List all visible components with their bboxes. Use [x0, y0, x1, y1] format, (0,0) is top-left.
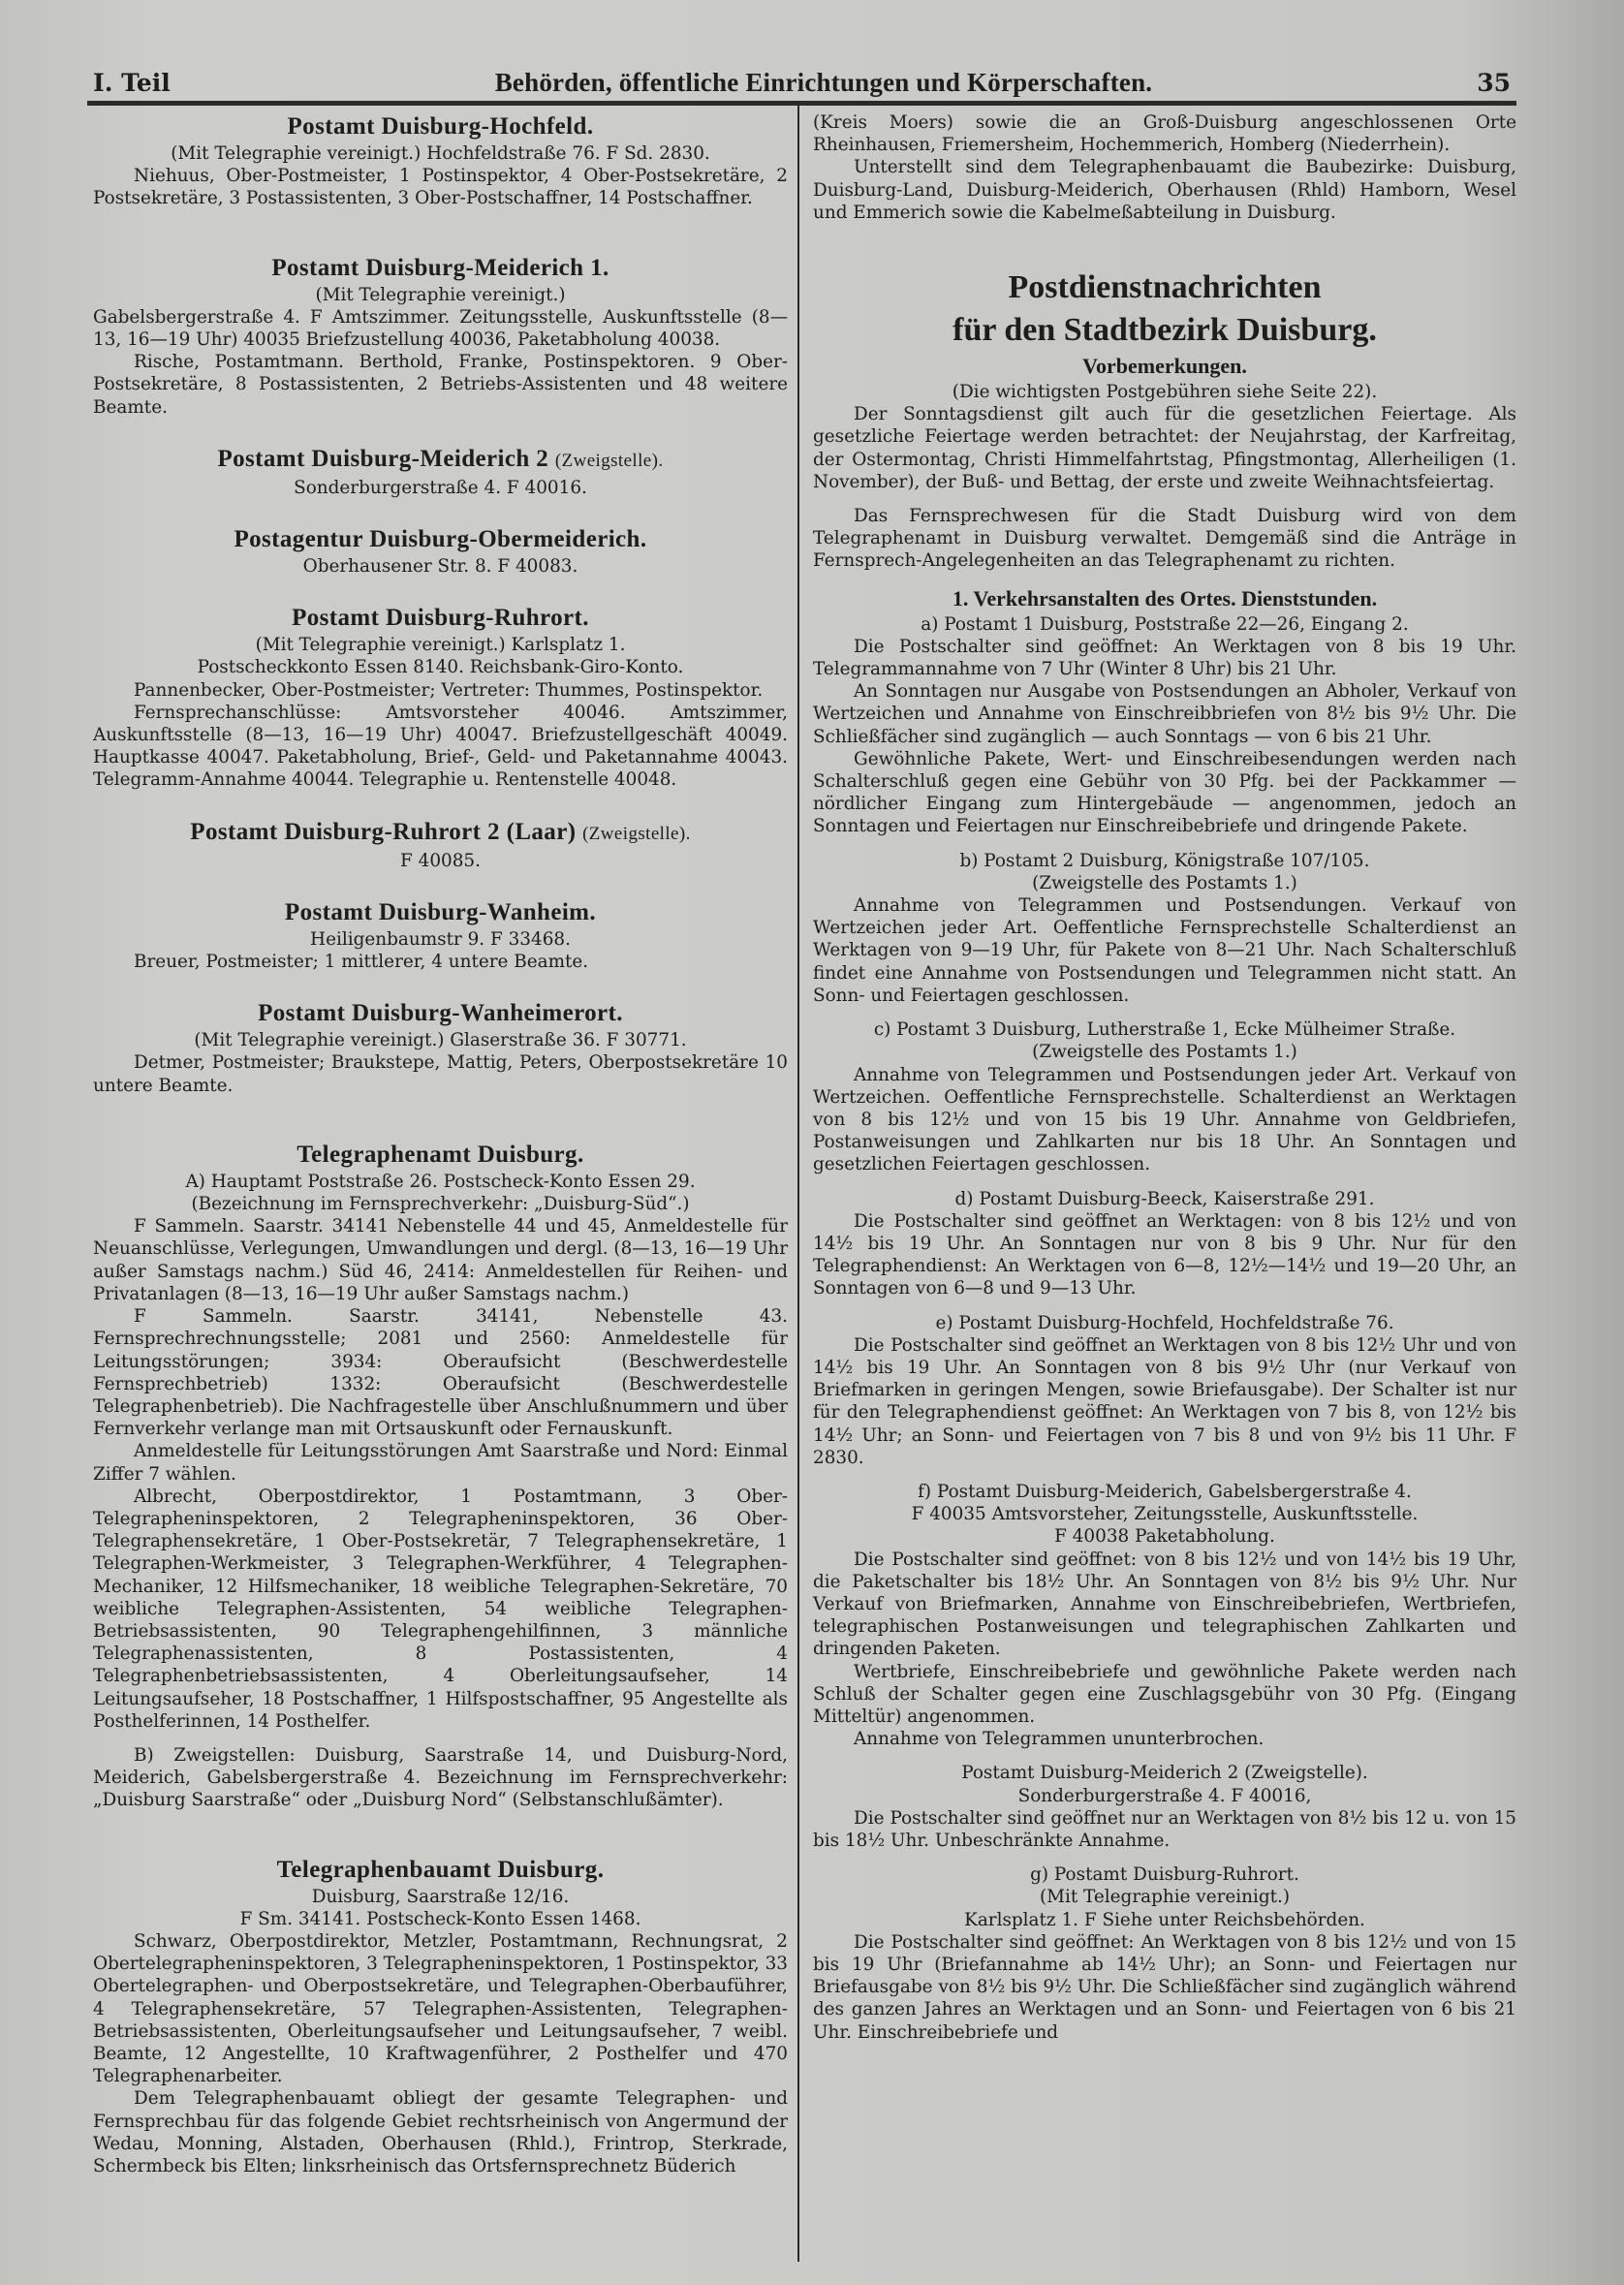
document-page	[87, 68, 1516, 2262]
telegraphenbauamt-address: Duisburg, Saarstraße 12/16.	[311, 1886, 570, 1907]
postamt-a-p2: An Sonntagen nur Ausgabe von Postsendungen an Abholer, Verkauf von Wertzeichen und Annahme von Einschreibbriefen von 8½ bis 9½ Uhr. Die Schließfächer sind zugänglich — auch Sonntags — von 6 bis 21 Uhr.	[813, 681, 1516, 747]
area-continuation: (Kreis Moers) sowie die an Groß-Duisburg angeschlossenen Orte Rheinhausen, Friemersheim, Hochemmerich, Homberg (Niederrhein).	[813, 112, 1516, 156]
main-title-line2: für den Stadtbezirk Duisburg.	[953, 312, 1377, 349]
postamt-g-p1: Die Postschalter sind geöffnet: An Werktagen von 8 bis 12½ und von 15 bis 19 Uhr (Briefannahme ab 14½ Uhr); an Sonn- und Feiertagen nur Briefausgabe von 8½ bis 9½ Uhr. Die Schließfächer sind zugänglich während des ganzen Jahres an Werktagen und an Sonn- und Feiertagen von 6 bis 21 Uhr. Einschreibebriefe und	[813, 1931, 1516, 2043]
section-title-telegraphenamt: Telegraphenamt Duisburg.	[297, 1141, 584, 1168]
section-title-ruhrort: Postamt Duisburg-Ruhrort.	[292, 605, 589, 632]
baubezirke-text: Unterstellt sind dem Telegraphenbauamt die Baubezirke: Duisburg, Duisburg-Land, Duisburg-Meiderich, Oberhausen (Rhld) Hamborn, Wesel und Emmerich sowie die Kabelmeßabteilung in Duisburg.	[813, 157, 1516, 223]
address-obermeiderich: Oberhausener Str. 8. F 40083.	[302, 556, 578, 578]
telegraphenamt-hauptamt: A) Hauptamt Poststraße 26. Postscheck-Konto Essen 29.	[185, 1171, 696, 1192]
staff-ruhrort: Pannenbecker, Ober-Postmeister; Vertreter: Thummes, Postinspektor.	[134, 679, 764, 701]
staff-hochfeld: Niehuus, Ober-Postmeister, 1 Postinspektor, 4 Ober-Postsekretäre, 2 Postsekretäre, 3 Postassistenten, 3 Ober-Postschaffner, 14 Postschaffner.	[93, 166, 788, 209]
meiderich2-right-address: Sonderburgerstraße 4. F 40016,	[1017, 1785, 1312, 1806]
postamt-f-phone2: F 40038 Paketabholung.	[1054, 1526, 1275, 1548]
address-ruhrort2: F 40085.	[400, 850, 481, 871]
telegraphenamt-designation: (Bezeichnung im Fernsprechverkehr: „Duisburg-Süd“.)	[191, 1194, 690, 1215]
postamt-c-p1: Annahme von Telegrammen und Postsendungen jeder Art. Verkauf von Wertzeichen. Oeffentliche Fernsprechstelle. Schalterdienst an Werktagen von 8 bis 12½ und von 15 bis 19 Uhr. Annahme von Geldbriefen, Postanweisungen und Zahlkarten nur bis 18 Uhr. An Sonntagen und gesetzlichen Feiertagen geschlossen.	[813, 1064, 1516, 1175]
postamt-g-title: g) Postamt Duisburg-Ruhrort.	[1030, 1864, 1299, 1886]
postamt-d-p1: Die Postschalter sind geöffnet an Werktagen: von 8 bis 12½ und von 14½ bis 19 Uhr. An Sonntagen nur von 8 bis 9 Uhr. Nur für den Telegraphendienst: An Werktagen von 6—8, 12½—14½ und 19—20 Uhr, an Sonntagen von 6—8 und 9—13 Uhr.	[813, 1210, 1516, 1299]
address-ruhrort: (Mit Telegraphie vereinigt.) Karlsplatz 1.	[255, 635, 626, 656]
section-title-ruhrort2	[93, 817, 788, 850]
staff-wanheim: Breuer, Postmeister; 1 mittlerer, 4 untere Beamte.	[134, 952, 589, 973]
meiderich2-title-text: Postamt Duisburg-Meiderich 2	[217, 445, 549, 472]
section-title-meiderich2	[93, 444, 788, 477]
postamt-d-title: d) Postamt Duisburg-Beeck, Kaiserstraße 291.	[954, 1188, 1375, 1209]
section-title-hochfeld: Postamt Duisburg-Hochfeld.	[287, 113, 594, 140]
section-title-wanheim: Postamt Duisburg-Wanheim.	[284, 898, 597, 925]
telegraphenamt-para1: F Sammeln. Saarstr. 34141 Nebenstelle 44 und 45, Anmeldestelle für Neuanschlüsse, Verlegungen, Umwandlungen und dergl. (8—13, 16—19 Uhr außer Samstags nachm.) Süd 46, 2414: Anmeldestellen für Reihen- und Privatanlagen (8—13, 16—19 Uhr außer Samstags nachm.)	[93, 1216, 788, 1304]
page-number: 35	[1477, 69, 1511, 97]
fernsprechwesen-text: Das Fernsprechwesen für die Stadt Duisburg wird von dem Telegraphenamt in Duisburg verwaltet. Demgemäß sind die Anträge in Fernsprech-Angelegenheiten an das Telegraphenamt zu richten.	[813, 506, 1516, 572]
phones-ruhrort: Fernsprechanschlüsse: Amtsvorsteher 40046. Amtszimmer, Auskunftsstelle (8—13, 16—19 Uhr) 40047. Briefzustellgeschäft 40049. Hauptkasse 40047. Paketabholung, Brief-, Geld- und Paketannahme 40043. Telegramm-Annahme 40044. Telegraphie u. Rentenstelle 40048.	[93, 702, 788, 791]
telegraphenbauamt-staff: Schwarz, Oberpostdirektor, Metzler, Postamtmann, Rechnungsrat, 2 Obertelegrapheninspektoren, 3 Telegrapheninspektoren, 1 Postinspektor, 33 Obertelegraphen- und Oberpostsekretäre, und Telegraphen-Oberbauführer, 4 Telegraphensekretäre, 57 Telegraphen-Assistenten, Telegraphen-Betriebsassistenten, Oberleitungsaufseher und Leitungsaufseher, 7 weibl. Beamte, 12 Angestellte, 10 Kraftwagenführer, 2 Posthelfer und 470 Telegraphenarbeiter.	[93, 1930, 788, 2087]
running-header	[87, 68, 1516, 99]
section-title-meiderich1: Postamt Duisburg-Meiderich 1.	[271, 254, 609, 281]
address-wanheim: Heiligenbaumstr 9. F 33468.	[310, 928, 571, 950]
postamt-a-p3: Gewöhnliche Pakete, Wert- und Einschreibesendungen werden nach Schalterschluß gegen eine Gebühr von 30 Pfg. bei der Packkammer — nördlicher Eingang zum Hintergebäude — angenommen, jedoch an Sonntagen und Feiertagen nur Einschreibebriefe und dringende Pakete.	[813, 748, 1516, 837]
address-meiderich2: Sonderburgerstraße 4. F 40016.	[294, 477, 587, 498]
postamt-g-address: Karlsplatz 1. F Siehe unter Reichsbehörden.	[964, 1909, 1365, 1930]
header-title: Behörden, öffentliche Einrichtungen und Körperschaften.	[494, 68, 1153, 97]
postamt-c-sub: (Zweigstelle des Postamts 1.)	[1032, 1042, 1297, 1063]
postamt-f-p1: Die Postschalter sind geöffnet: von 8 bis 12½ und von 14½ bis 19 Uhr, die Paketschalter bis 18½ Uhr. An Sonntagen von 8½ bis 9½ Uhr. Nur Verkauf von Briefmarken, Annahme von Einschreibebriefen, Wertbriefen, telegraphischen Postanweisungen und telegraphischen Zahlkarten und dringenden Paketen.	[813, 1549, 1516, 1660]
sonntagsdienst-text: Der Sonntagsdienst gilt auch für die gesetzlichen Feiertage. Als gesetzliche Feiertage werden betrachtet: der Neujahrstag, der Karfreitag, der Ostermontag, Christi Himmelfahrtstag, Pfingstmontag, Allerheiligen (1. November), der Buß- und Bettag, der erste und zweite Weihnachtsfeiertag.	[813, 404, 1516, 492]
left-column	[87, 106, 794, 2262]
postamt-e-title: e) Postamt Duisburg-Hochfeld, Hochfeldstraße 76.	[935, 1312, 1394, 1333]
telegraphenbauamt-phone: F Sm. 34141. Postscheck-Konto Essen 1468.	[239, 1908, 641, 1929]
address-meiderich1: Gabelsbergerstraße 4. F Amtszimmer. Zeitungsstelle, Auskunftsstelle (8—13, 16—19 Uhr) 40035 Briefzustellung 40036, Paketabholung 40038.	[93, 306, 788, 351]
postamt-f-p2: Wertbriefe, Einschreibebriefe und gewöhnliche Pakete werden nach Schluß der Schalter gegen eine Zuschlagsgebühr von 30 Pfg. (Eingang Mitteltür) angenommen.	[813, 1661, 1516, 1727]
postamt-a-p1: Die Postschalter sind geöffnet: An Werktagen von 8 bis 19 Uhr. Telegrammannahme von 7 Uhr (Winter 8 Uhr) bis 21 Uhr.	[813, 636, 1516, 680]
postamt-g-sub: (Mit Telegraphie vereinigt.)	[1039, 1887, 1291, 1908]
telegraphenamt-para3: Anmeldestelle für Leitungsstörungen Amt Saarstraße und Nord: Einmal Ziffer 7 wählen.	[93, 1441, 788, 1485]
gebuehren-note: (Die wichtigsten Postgebühren siehe Seite 22).	[952, 382, 1378, 403]
column-divider	[797, 106, 799, 2262]
postamt-b-p1: Annahme von Telegrammen und Postsendungen. Verkauf von Wertzeichen jeder Art. Oeffentliche Fernsprechstelle Schalterdienst an Werktagen von 9—19 Uhr, für Pakete von 8—21 Uhr. Nach Schalterschluß findet eine Annahme von Postsendungen und Telegrammen nicht statt. An Sonn- und Feiertagen geschlossen.	[813, 895, 1516, 1006]
postamt-b-title: b) Postamt 2 Duisburg, Königstraße 107/105.	[959, 850, 1370, 871]
staff-meiderich1: Rische, Postamtmann. Berthold, Franke, Postinspektoren. 9 Ober-Postsekretäre, 8 Postassistenten, 2 Betriebs-Assistenten und 48 weitere Beamte.	[93, 352, 788, 418]
part-label: I. Teil	[93, 69, 171, 97]
address-wanheimerort: (Mit Telegraphie vereinigt.) Glaserstraße 36. F 30771.	[194, 1030, 687, 1051]
telegraphenbauamt-area: Dem Telegraphenbauamt obliegt der gesamte Telegraphen- und Fernsprechbau für das folgende Gebiet rechtsrheinisch von Angermund der Wedau, Monning, Alstaden, Oberhausen (Rhld.), Frintrop, Sterkrade, Schermbeck bis Elten; linksrheinisch das Ortsfernsprechnetz Büderich	[93, 2088, 788, 2176]
staff-wanheimerort: Detmer, Postmeister; Braukstepe, Mattig, Peters, Oberpostsekretäre 10 untere Beamte.	[93, 1052, 788, 1096]
postamt-f-p3: Annahme von Telegrammen ununterbrochen.	[854, 1729, 1265, 1750]
telegraphenamt-staff: Albrecht, Oberpostdirektor, 1 Postamtmann, 3 Ober-Telegrapheninspektoren, 2 Telegrapheninspektoren, 36 Ober-Telegraphensekretäre, 1 Ober-Postsekretär, 7 Telegraphensekretäre, 1 Telegraphen-Werkmeister, 3 Telegraphen-Werkführer, 4 Telegraphen-Mechaniker, 12 Hilfsmechaniker, 18 weibliche Telegraphen-Sekretäre, 70 weibliche Telegraphen-Assistenten, 54 weibliche Telegraphen-Betriebsassistenten, 90 Telegraphengehilfinnen, 3 männliche Telegraphenassistenten, 8 Postassistenten, 4 Telegraphenbetriebsassistenten, 4 Oberleitungsaufseher, 14 Leitungsaufseher, 18 Postschaffner, 1 Hilfspostschaffner, 95 Angestellte als Posthelferinnen, 14 Posthelfer.	[93, 1486, 788, 1732]
section-title-telegraphenbauamt: Telegraphenbauamt Duisburg.	[276, 1856, 605, 1883]
accounts-ruhrort: Postscheckkonto Essen 8140. Reichsbank-Giro-Konto.	[197, 657, 684, 678]
meiderich2-right-p1: Die Postschalter sind geöffnet nur an Werktagen von 8½ bis 12 u. von 15 bis 18½ Uhr. Unbeschränkte Annahme.	[813, 1807, 1516, 1851]
section-title-obermeiderich: Postagentur Duisburg-Obermeiderich.	[234, 526, 647, 553]
postamt-c-title: c) Postamt 3 Duisburg, Lutherstraße 1, Ecke Mülheimer Straße.	[873, 1019, 1456, 1041]
meiderich2-suffix: (Zweigstelle).	[554, 450, 664, 471]
vorbemerkungen-heading: Vorbemerkungen.	[1082, 354, 1247, 379]
postamt-a-title: a) Postamt 1 Duisburg, Poststraße 22—26, Eingang 2.	[921, 613, 1409, 635]
note-meiderich1: (Mit Telegraphie vereinigt.)	[315, 284, 566, 305]
main-title-line1: Postdienstnachrichten	[1008, 269, 1322, 306]
ruhrort2-title-text: Postamt Duisburg-Ruhrort 2 (Laar)	[190, 818, 577, 845]
postamt-f-phone1: F 40035 Amtsvorsteher, Zeitungsstelle, Auskunftsstelle.	[911, 1504, 1419, 1525]
telegraphenamt-branches: B) Zweigstellen: Duisburg, Saarstraße 14, und Duisburg-Nord, Meiderich, Gabelsbergerstraße 4. Bezeichnung im Fernsprechverkehr: „Duisburg Saarstraße“ oder „Duisburg Nord“ (Selbstanschlußämter).	[93, 1744, 788, 1811]
postamt-f-title: f) Postamt Duisburg-Meiderich, Gabelsbergerstraße 4.	[918, 1481, 1412, 1502]
ruhrort2-suffix: (Zweigstelle).	[582, 823, 691, 844]
address-hochfeld: (Mit Telegraphie vereinigt.) Hochfeldstraße 76. F Sd. 2830.	[171, 143, 710, 164]
telegraphenamt-para2: F Sammeln. Saarstr. 34141, Nebenstelle 43. Fernsprechrechnungsstelle; 2081 und 2560: Anmeldestelle für Leitungsstörungen; 3934: Oberaufsicht (Beschwerdestelle Fernsprechbetrieb) 1332: Oberaufsicht (Beschwerdestelle Telegraphenbetrieb). Die Nachfragestelle über Anschlußnummern und über Fernverkehr verlange man mit Ortsauskunft oder Fernauskunft.	[93, 1306, 788, 1440]
meiderich2-right-title: Postamt Duisburg-Meiderich 2 (Zweigstelle).	[961, 1763, 1368, 1784]
section1-heading: 1. Verkehrsanstalten des Ortes. Dienststunden.	[952, 585, 1378, 610]
postamt-e-p1: Die Postschalter sind geöffnet an Werktagen von 8 bis 12½ Uhr und von 14½ bis 19 Uhr. An Sonntagen von 8 bis 9½ Uhr (nur Verkauf von Briefmarken in geringen Mengen, sowie Briefausgabe). Der Schalter ist nur für den Telegraphendienst geöffnet: An Werktagen von 7 bis 8, von 12½ bis 14½ Uhr; an Sonn- und Feiertagen von 7 bis 8 und von 9½ bis 11 Uhr. F 2830.	[813, 1334, 1516, 1468]
right-column	[809, 106, 1516, 2262]
section-title-wanheimerort: Postamt Duisburg-Wanheimerort.	[258, 1000, 623, 1027]
postamt-b-sub: (Zweigstelle des Postamts 1.)	[1032, 872, 1297, 893]
